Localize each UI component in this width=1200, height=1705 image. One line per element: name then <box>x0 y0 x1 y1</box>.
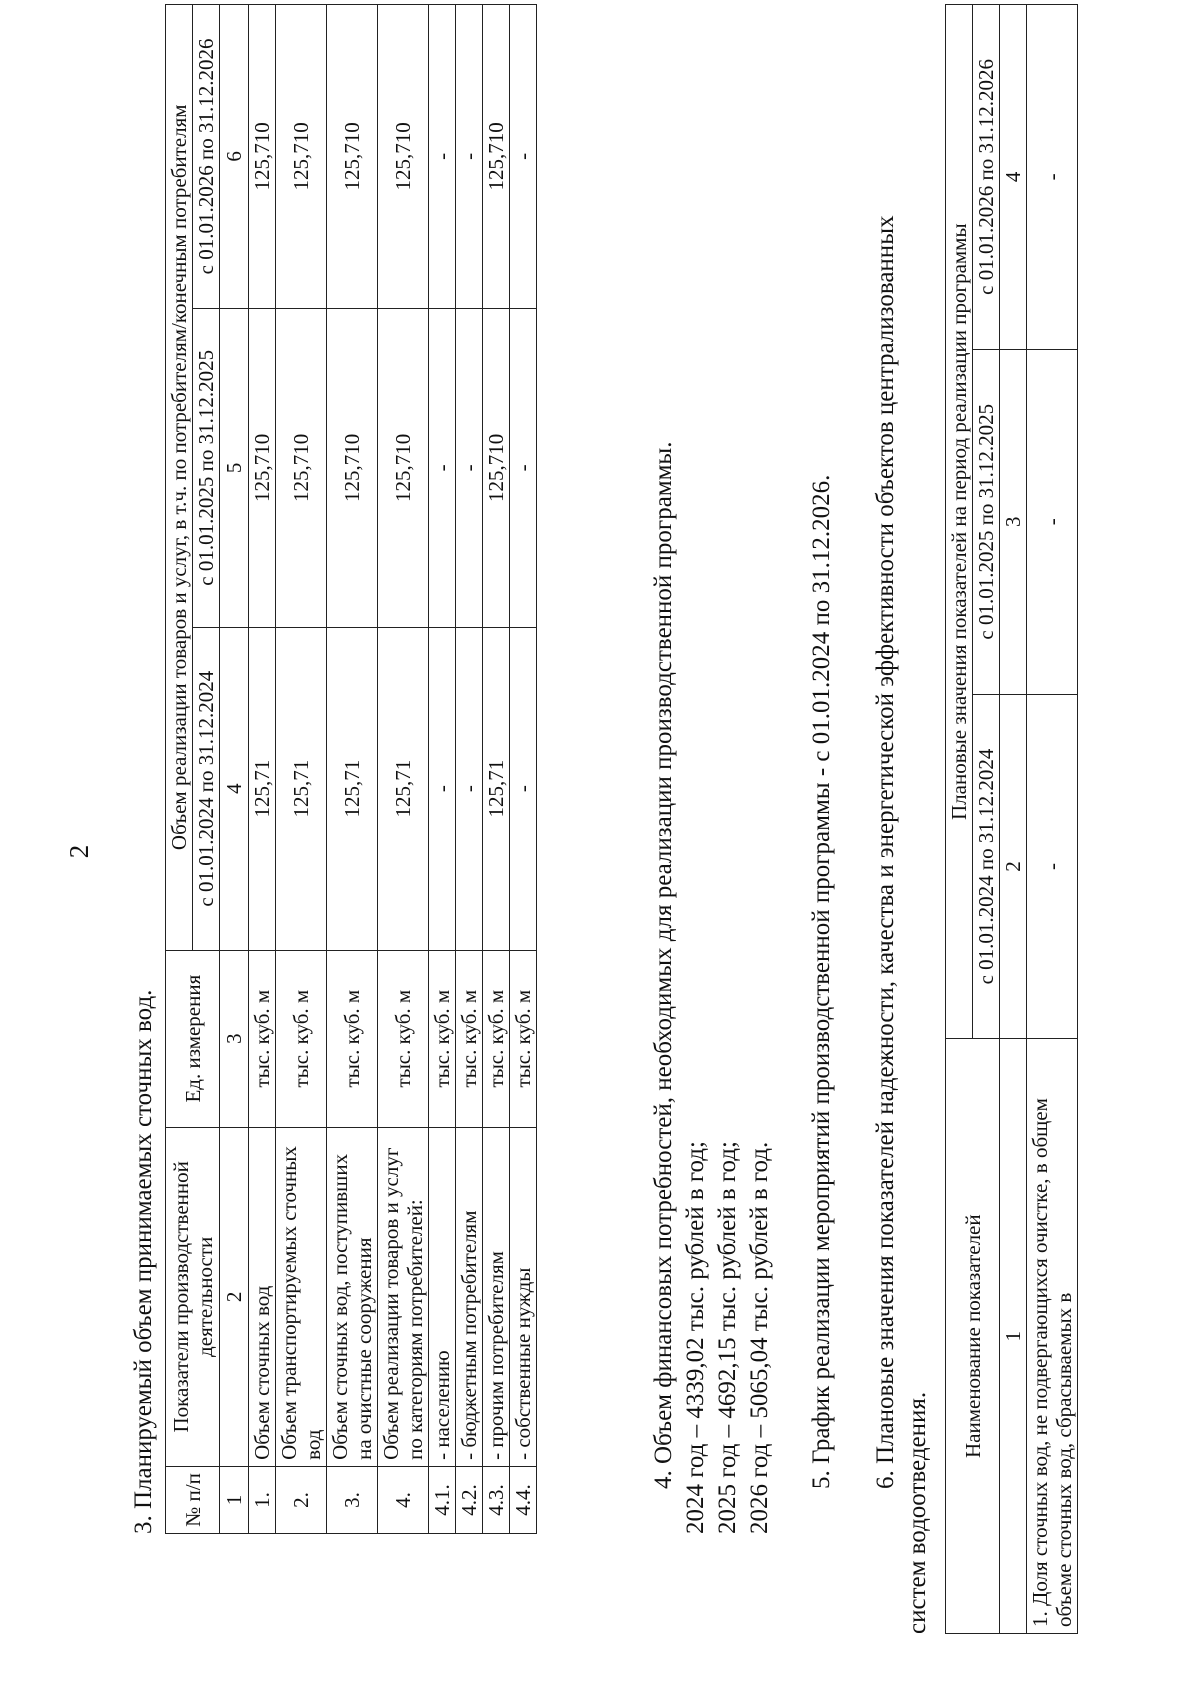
row-num: 4.2. <box>456 1466 483 1533</box>
header-planned-values: Плановые значения показателей на период реализации программы <box>946 5 973 1039</box>
row-name: Объем реализации товаров и услуг по категориям потребителей: <box>378 1127 429 1466</box>
table-row <box>327 5 378 1534</box>
row-value-2026: - <box>510 5 537 309</box>
row-value-2025: 125,710 <box>276 308 327 627</box>
row-name: Объем сточных вод, поступивших на очистные сооружения <box>327 1127 378 1466</box>
header-period-2025: с 01.01.2025 по 31.12.2025 <box>973 349 1000 694</box>
section-5-heading: 5. График реализации мероприятий производственной программы - с 01.01.2024 по 31.12.2026. <box>808 474 835 1489</box>
header-sales-volume: Объем реализации товаров и услуг, в т.ч. по потребителям/конечным потребителям <box>166 5 193 951</box>
row-value-2026: 125,710 <box>249 5 276 309</box>
row-value-2025: 125,710 <box>249 308 276 627</box>
row-name: - бюджетным потребителям <box>456 1127 483 1466</box>
header-indicator: Показатели производственной деятельности <box>166 1127 220 1466</box>
table-row <box>378 5 429 1534</box>
row-value-2025: - <box>510 308 537 627</box>
row-value-2024: 125,71 <box>276 627 327 950</box>
section-6-heading-cont: систем водоотведения. <box>904 1391 931 1634</box>
row-name: - прочим потребителям <box>483 1127 510 1466</box>
row-value-2025: - <box>456 308 483 627</box>
header-period-2025: с 01.01.2025 по 31.12.2025 <box>193 308 220 627</box>
row-value-2026: 125,710 <box>327 5 378 309</box>
row-name: Объем транспортируемых сточных вод <box>276 1127 327 1466</box>
finance-line-2024: 2024 год – 4339,02 тыс. рублей в год; <box>682 1141 709 1534</box>
table-row <box>429 5 456 1534</box>
index-cell: 3 <box>1000 349 1027 694</box>
header-num: № п/п <box>166 1466 220 1533</box>
row-unit: тыс. куб. м <box>378 950 429 1127</box>
index-cell: 4 <box>1000 5 1027 350</box>
finance-line-2026: 2026 год – 5065,04 тыс. рублей в год. <box>746 1141 773 1534</box>
header-period-2024: с 01.01.2024 по 31.12.2024 <box>193 627 220 950</box>
row-value-2025: 125,710 <box>378 308 429 627</box>
section-6-heading: 6. Плановые значения показателей надежности, качества и энергетической эффективности объектов централизованных <box>872 215 899 1489</box>
index-cell: 6 <box>220 5 249 309</box>
table-row <box>510 5 537 1534</box>
row-value-2024: 125,71 <box>327 627 378 950</box>
index-cell: 4 <box>220 627 249 950</box>
table-header-row <box>166 5 193 1534</box>
row-value-2024: 125,71 <box>378 627 429 950</box>
header-indicator-name: Наименование показателей <box>946 1039 1000 1634</box>
row-unit: тыс. куб. м <box>456 950 483 1127</box>
section-3-heading: 3. Планируемый объем принимаемых сточных вод. <box>130 989 157 1534</box>
row-value-2025: - <box>1027 349 1078 694</box>
page-number: 2 <box>64 844 94 859</box>
table-row <box>483 5 510 1534</box>
row-value-2026: - <box>429 5 456 309</box>
table-row <box>456 5 483 1534</box>
row-unit: тыс. куб. м <box>327 950 378 1127</box>
row-value-2026: - <box>1027 5 1078 350</box>
row-value-2024: 125,71 <box>249 627 276 950</box>
section-4-heading: 4. Объем финансовых потребностей, необходимых для реализации производственной программы. <box>650 441 677 1489</box>
row-value-2024: 125,71 <box>483 627 510 950</box>
row-name: - собственные нужды <box>510 1127 537 1466</box>
row-unit: тыс. куб. м <box>276 950 327 1127</box>
row-num: 4.4. <box>510 1466 537 1533</box>
indicators-table <box>945 4 1078 1634</box>
header-unit: Ед. измерения <box>166 950 220 1127</box>
row-value-2026: 125,710 <box>276 5 327 309</box>
row-num: 3. <box>327 1466 378 1533</box>
index-cell: 1 <box>220 1466 249 1533</box>
row-value-2025: 125,710 <box>327 308 378 627</box>
table-index-row <box>220 5 249 1534</box>
row-num: 2. <box>276 1466 327 1533</box>
row-num: 4. <box>378 1466 429 1533</box>
header-period-2026: с 01.01.2026 по 31.12.2026 <box>193 5 220 309</box>
table-row <box>1027 5 1078 1634</box>
header-period-2024: с 01.01.2024 по 31.12.2024 <box>973 694 1000 1039</box>
row-unit: тыс. куб. м <box>483 950 510 1127</box>
row-num: 4.3. <box>483 1466 510 1533</box>
table-index-row <box>1000 5 1027 1634</box>
finance-line-2025: 2025 год – 4692,15 тыс. рублей в год; <box>714 1141 741 1534</box>
row-value-2026: 125,710 <box>483 5 510 309</box>
row-value-2024: - <box>510 627 537 950</box>
row-value-2026: 125,710 <box>378 5 429 309</box>
table-header-row <box>946 5 973 1634</box>
index-cell: 1 <box>1000 1039 1027 1634</box>
row-unit: тыс. куб. м <box>249 950 276 1127</box>
row-value-2025: - <box>429 308 456 627</box>
row-name: Объем сточных вод <box>249 1127 276 1466</box>
row-num: 1. <box>249 1466 276 1533</box>
row-name: 1. Доля сточных вод, не подвергающихся очистке, в общем объеме сточных вод, сбрасываемых в <box>1027 1039 1078 1634</box>
row-value-2025: 125,710 <box>483 308 510 627</box>
row-value-2026: - <box>456 5 483 309</box>
row-unit: тыс. куб. м <box>429 950 456 1127</box>
row-value-2024: - <box>429 627 456 950</box>
row-unit: тыс. куб. м <box>510 950 537 1127</box>
row-name: - населению <box>429 1127 456 1466</box>
index-cell: 2 <box>220 1127 249 1466</box>
planned-volume-table <box>165 4 537 1534</box>
row-value-2024: - <box>1027 694 1078 1039</box>
index-cell: 3 <box>220 950 249 1127</box>
row-value-2024: - <box>456 627 483 950</box>
table-row <box>249 5 276 1534</box>
row-num: 4.1. <box>429 1466 456 1533</box>
index-cell: 2 <box>1000 694 1027 1039</box>
index-cell: 5 <box>220 308 249 627</box>
header-period-2026: с 01.01.2026 по 31.12.2026 <box>973 5 1000 350</box>
table-row <box>276 5 327 1534</box>
